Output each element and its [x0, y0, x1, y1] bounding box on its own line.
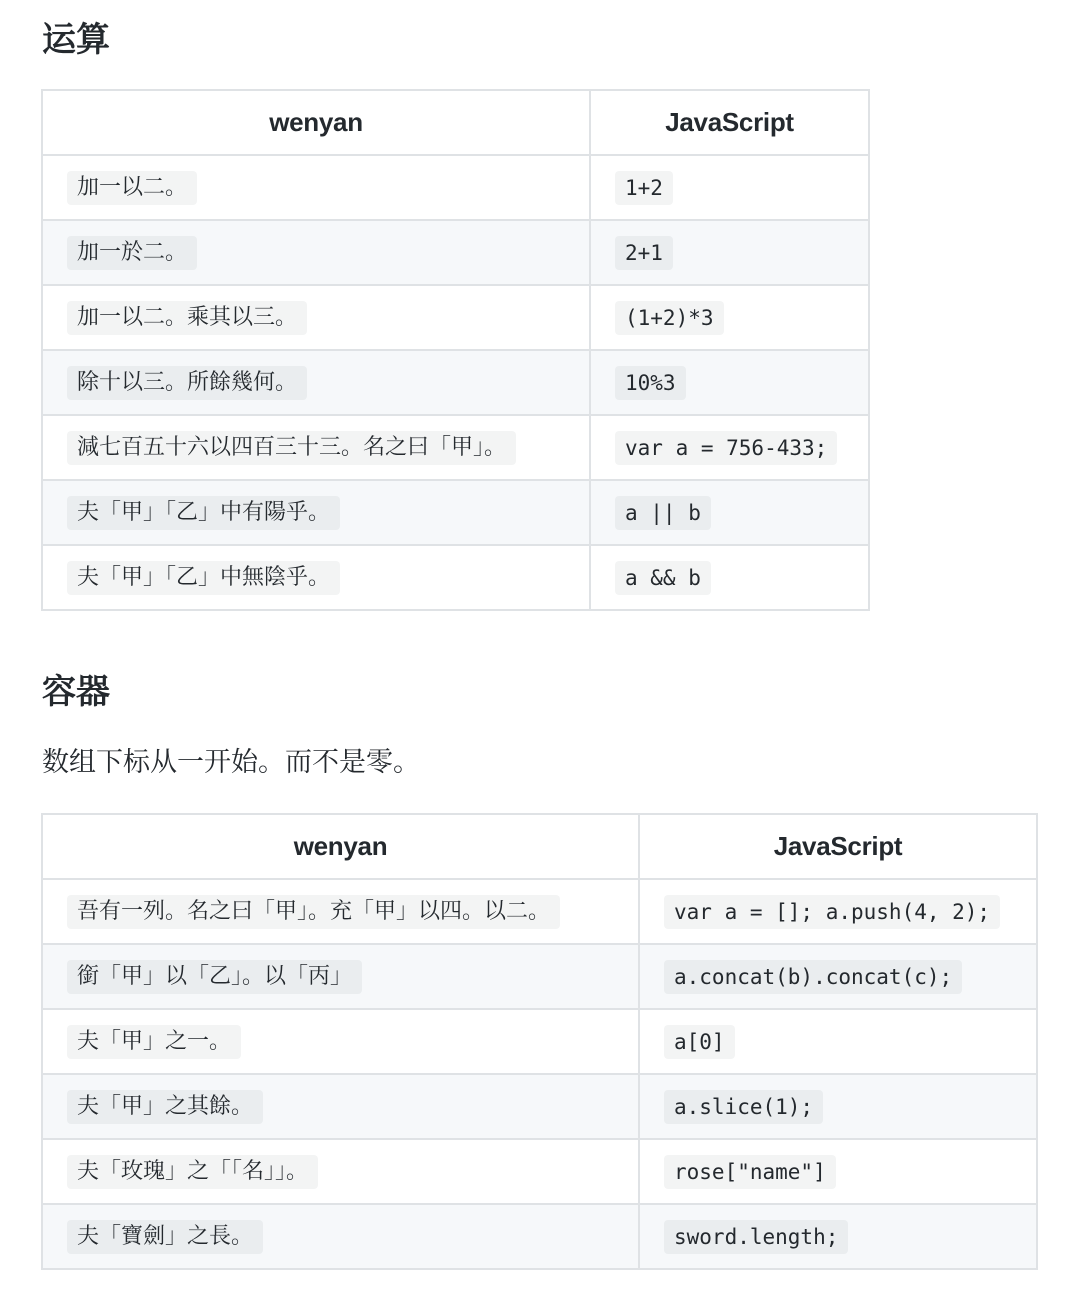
wenyan-code: 夫「甲」之其餘。	[67, 1090, 263, 1124]
js-code: a.concat(b).concat(c);	[664, 960, 962, 994]
containers-table	[41, 813, 1038, 1270]
table-row	[42, 480, 869, 545]
js-code: var a = 756-433;	[615, 431, 837, 465]
column-header-javascript: JavaScript	[639, 814, 1037, 879]
js-code: a && b	[615, 561, 711, 595]
js-code: sword.length;	[664, 1220, 848, 1254]
js-code: a || b	[615, 496, 711, 530]
section-heading-containers: 容器	[42, 672, 110, 712]
column-header-wenyan: wenyan	[42, 90, 590, 155]
wenyan-code: 加一以二。	[67, 171, 197, 205]
js-code: (1+2)*3	[615, 301, 724, 335]
wenyan-code: 夫「甲」「乙」中有陽乎。	[67, 496, 340, 530]
wenyan-code: 減七百五十六以四百三十三。名之曰「甲」。	[67, 431, 516, 465]
js-code: a.slice(1);	[664, 1090, 823, 1124]
wenyan-code: 吾有一列。名之曰「甲」。充「甲」以四。以二。	[67, 895, 560, 929]
table-row	[42, 1009, 1037, 1074]
wenyan-code: 夫「甲」之一。	[67, 1025, 241, 1059]
wenyan-code: 夫「甲」「乙」中無陰乎。	[67, 561, 340, 595]
wenyan-code: 夫「寶劍」之長。	[67, 1220, 263, 1254]
table-row	[42, 545, 869, 610]
table-row	[42, 879, 1037, 944]
js-code: var a = []; a.push(4, 2);	[664, 895, 1000, 929]
table-row	[42, 1204, 1037, 1269]
js-code: 10%3	[615, 366, 686, 400]
column-header-javascript: JavaScript	[590, 90, 869, 155]
containers-description: 数组下标从一开始。而不是零。	[42, 747, 420, 778]
wenyan-code: 夫「玫瑰」之「「名」」。	[67, 1155, 318, 1189]
wenyan-code: 加一以二。乘其以三。	[67, 301, 307, 335]
table-row	[42, 415, 869, 480]
table-row	[42, 220, 869, 285]
operations-table	[41, 89, 870, 611]
table-header-row	[42, 814, 1037, 879]
js-code: 2+1	[615, 236, 673, 270]
table-row	[42, 1074, 1037, 1139]
table-row	[42, 285, 869, 350]
section-heading-operations: 运算	[42, 20, 110, 60]
column-header-wenyan: wenyan	[42, 814, 639, 879]
js-code: 1+2	[615, 171, 673, 205]
wenyan-code: 加一於二。	[67, 236, 197, 270]
wenyan-code: 除十以三。所餘幾何。	[67, 366, 307, 400]
js-code: a[0]	[664, 1025, 735, 1059]
js-code: rose["name"]	[664, 1155, 836, 1189]
table-row	[42, 1139, 1037, 1204]
table-header-row	[42, 90, 869, 155]
table-row	[42, 350, 869, 415]
wenyan-code: 銜「甲」以「乙」。以「丙」	[67, 960, 362, 994]
table-row	[42, 944, 1037, 1009]
table-row	[42, 155, 869, 220]
